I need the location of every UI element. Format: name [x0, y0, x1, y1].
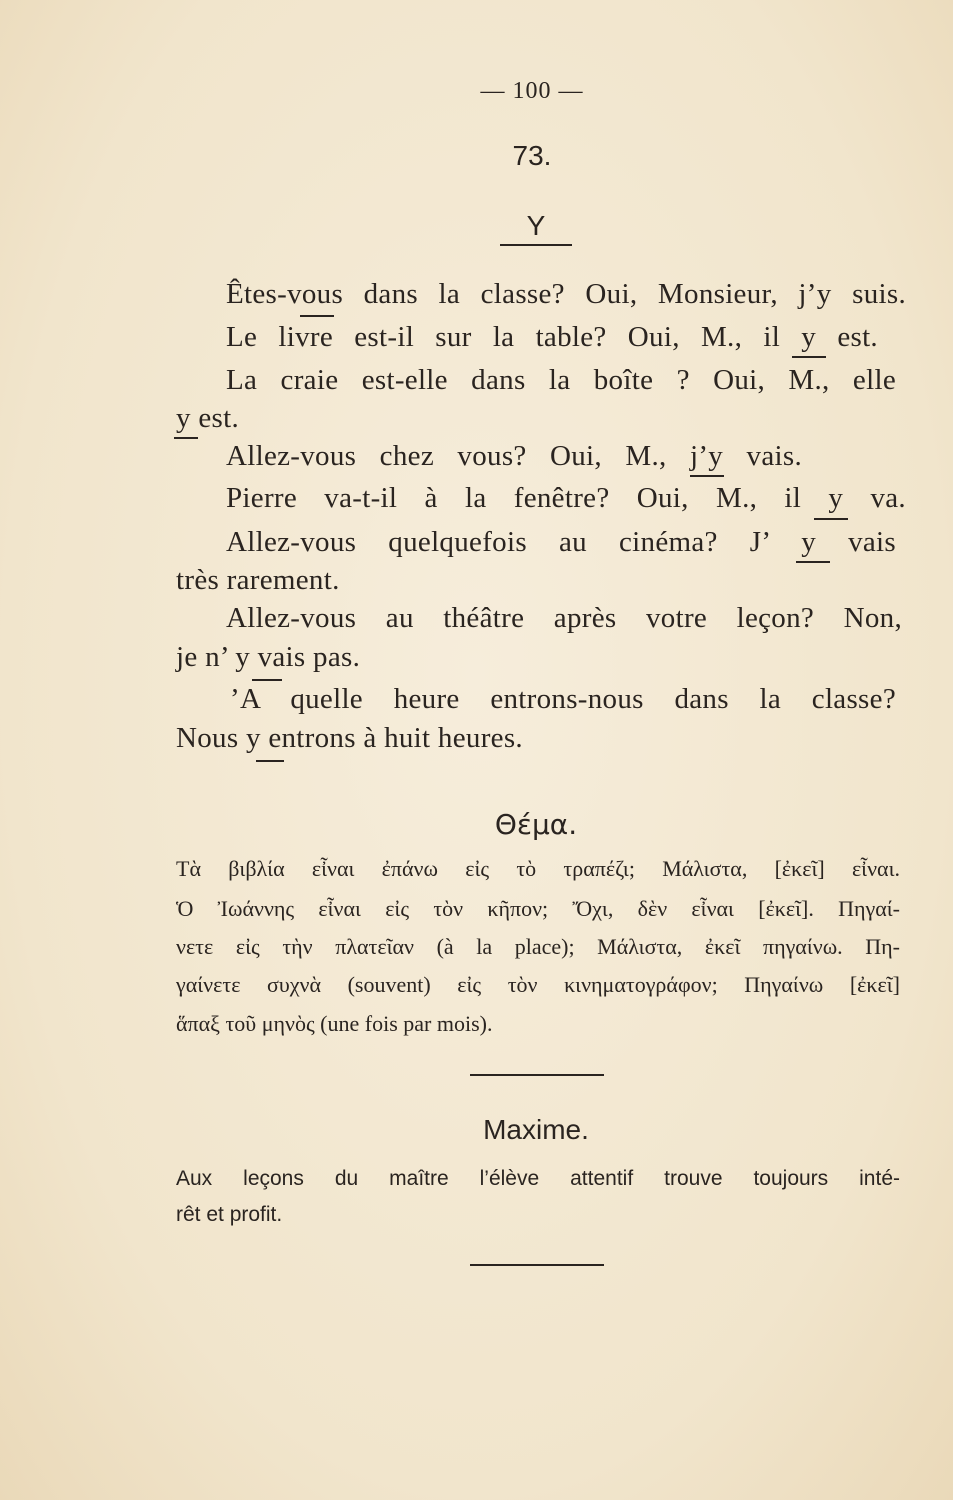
exercise-line: je n’ y vais pas.: [176, 641, 361, 673]
exercise-line: Pierre va-t-il à la fenêtre? Oui, M., il y va.: [226, 482, 906, 514]
exercise-line: Allez-vous chez vous? Oui, M., j’y vais.: [226, 440, 802, 472]
theme-line: Ὁ Ἰωάννης εἶναι εἰς τὸν κῆπον; Ὄχι, δὲν εἶναι [ἐκεῖ]. Πηγαί-: [176, 896, 900, 921]
maxim-line: Aux leçons du maître l’élève attentif trouve toujours inté-: [176, 1167, 900, 1190]
page-number: — 100 —: [480, 78, 584, 104]
theme-line: Τὰ βιβλία εἶναι ἐπάνω εἰς τὸ τραπέζι; Μάλιστα, [ἐκεῖ] εἶναι.: [176, 856, 900, 881]
exercise-line: très rarement.: [176, 564, 340, 596]
y-underline: [174, 437, 198, 439]
y-underline: [792, 356, 826, 358]
y-underline: [256, 760, 284, 762]
lesson-topic: Y: [526, 210, 546, 241]
theme-line: γαίνετε συχνὰ (souvent) εἰς τὸν κινηματογράφον; Πηγαίνω [ἐκεῖ]: [176, 972, 900, 997]
exercise-line: La craie est-elle dans la boîte ? Oui, M., elle: [226, 364, 896, 396]
lesson-number: 73.: [512, 140, 552, 171]
y-underline: [252, 679, 282, 681]
theme-line: νετε εἰς τὴν πλατεῖαν (à la place); Μάλιστα, ἐκεῖ πηγαίνω. Πη-: [176, 934, 900, 959]
theme-title: Θέμα.: [494, 808, 578, 841]
exercise-line: Allez-vous au théâtre après votre leçon? Non,: [226, 602, 902, 634]
exercise-line: y est.: [176, 402, 240, 434]
theme-line: ἅπαξ τοῦ μηνὸς (une fois par mois).: [176, 1011, 493, 1036]
exercise-line: Nous y entrons à huit heures.: [176, 722, 523, 754]
topic-underline: [500, 244, 572, 246]
y-underline: [690, 475, 724, 477]
y-underline: [814, 518, 848, 520]
y-underline: [300, 315, 334, 317]
exercise-line: Êtes-vous dans la classe? Oui, Monsieur, j’y suis.: [226, 278, 906, 310]
bottom-divider: [470, 1264, 604, 1266]
y-underline: [796, 561, 830, 563]
exercise-line: ’A quelle heure entrons-nous dans la classe?: [230, 683, 896, 715]
section-divider: [470, 1074, 604, 1076]
maxim-title: Maxime.: [483, 1114, 589, 1145]
exercise-line: Le livre est-il sur la table? Oui, M., il y est.: [226, 321, 878, 353]
exercise-line: Allez-vous quelquefois au cinéma? J’ y vais: [226, 526, 896, 558]
maxim-line: rêt et profit.: [176, 1203, 283, 1226]
